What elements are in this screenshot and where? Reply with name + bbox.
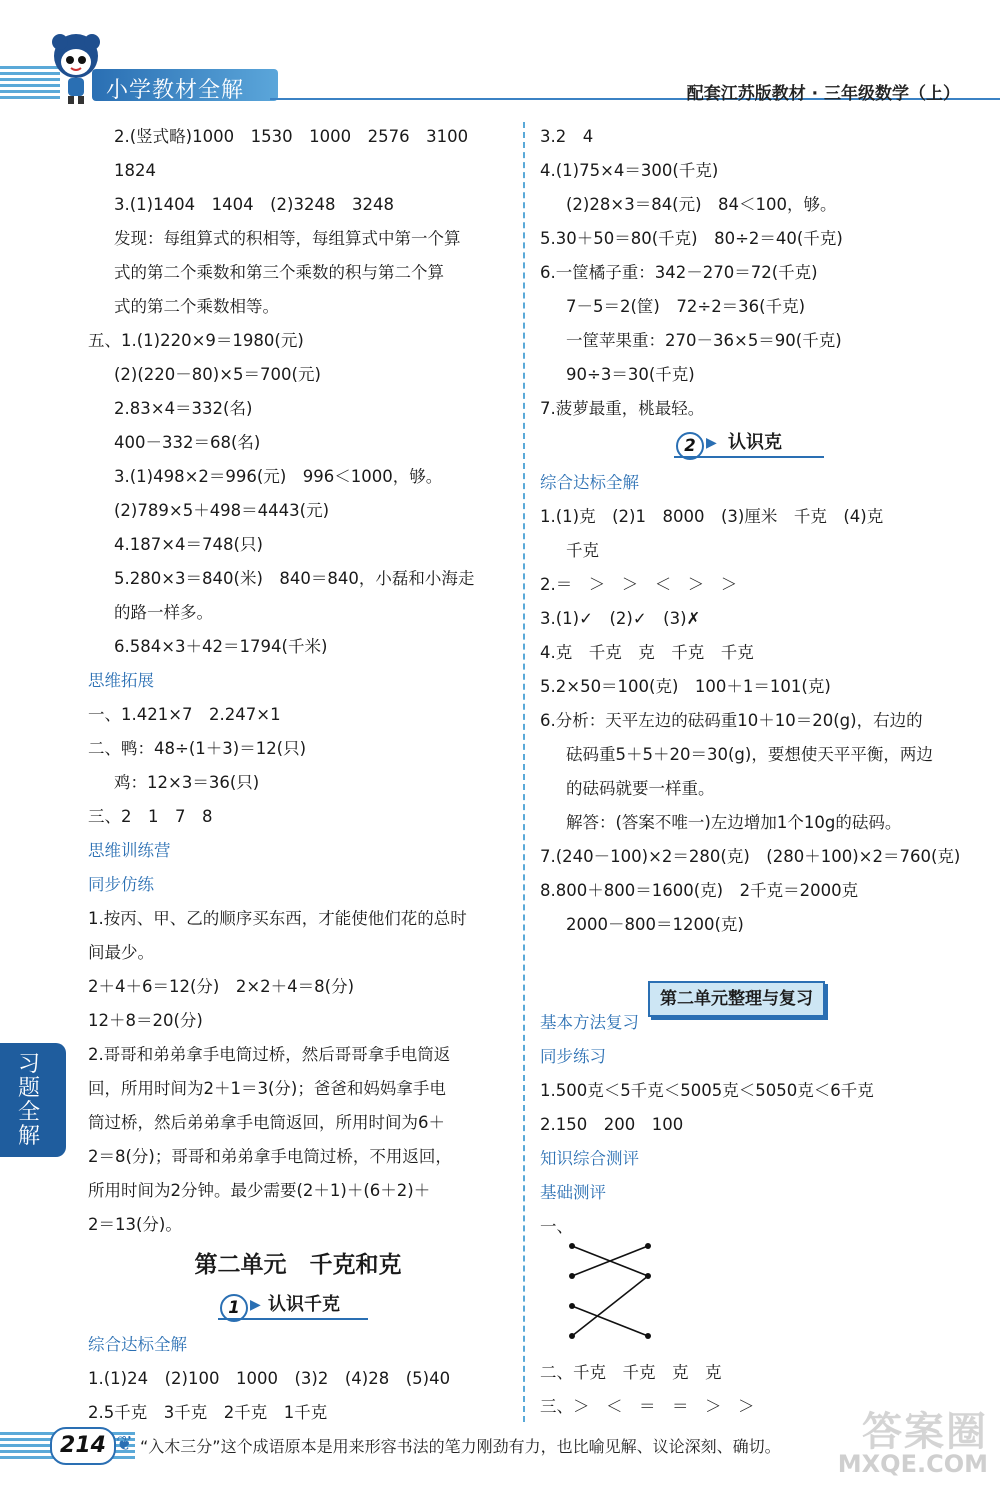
watermark-text: 答案圈 [862, 1409, 988, 1455]
answer-line: 2＝8(分)；哥哥和弟弟拿手电筒过桥，不用返回， [88, 1147, 452, 1166]
answer-line: 的路一样多。 [114, 603, 213, 622]
lesson-2-heading [540, 426, 970, 466]
answer-line: 二、千克 千克 克 克 [540, 1363, 722, 1382]
answer-line: 2.83×4＝332(名) [114, 399, 253, 418]
answer-line: 所用时间为2分钟。最少需要(2＋1)＋(6＋2)＋ [88, 1181, 431, 1200]
answer-line: 五、1.(1)220×9＝1980(元) [88, 331, 304, 350]
answer-line: 三、2 1 7 8 [88, 807, 213, 826]
lesson-number-badge: 1 [220, 1294, 248, 1322]
answer-line: 4.(1)75×4＝300(千克) [540, 161, 719, 180]
answer-line: 2.哥哥和弟弟拿手电筒过桥，然后哥哥拿手电筒返 [88, 1045, 451, 1064]
answer-line: 3.(1)✓ (2)✓ (3)✗ [540, 609, 701, 628]
answer-line: 7.(240－100)×2＝280(克) (280＋100)×2＝760(克) [540, 847, 961, 866]
textbook-info: 配套江苏版教材 · 三年级数学（上） [686, 84, 960, 104]
answer-line: (2)789×5＋498＝4443(元) [114, 501, 330, 520]
answer-line: 90÷3＝30(千克) [566, 365, 695, 384]
answer-line: 2＝13(分)。 [88, 1215, 182, 1234]
matching-label: 一、 [540, 1217, 573, 1236]
answer-line: 鸡：12×3＝36(只) [114, 773, 260, 792]
lesson-title: 认识克 [728, 432, 782, 453]
section-heading: 基本方法复习 [540, 1013, 639, 1032]
right-mid-answers [540, 466, 970, 942]
answer-line: 7.菠萝最重，桃最轻。 [540, 399, 705, 418]
answer-line: 5.2×50＝100(克) 100＋1＝101(克) [540, 677, 831, 696]
arrow-right-icon: ▶ [706, 435, 717, 451]
answer-line: 6.584×3＋42＝1794(千米) [114, 637, 328, 656]
answer-line: 2＋4＋6＝12(分) 2×2＋4＝8(分) [88, 977, 355, 996]
answer-line: 千克 [566, 541, 599, 560]
match-line [572, 1306, 648, 1336]
answer-line: 一筐苹果重：270－36×5＝90(千克) [566, 331, 842, 350]
footer-quote: “入木三分”这个成语原本是用来形容书法的笔力刚劲有力，也比喻见解、议论深刻、确切。 [140, 1437, 781, 1456]
arrow-right-icon: ▶ [250, 1297, 261, 1313]
answer-line: 式的第二个乘数和第三个乘数的积与第二个算 [114, 263, 444, 282]
mascot-icon [36, 30, 116, 110]
answer-line: 解答：(答案不唯一)左边增加1个10g的砝码。 [566, 813, 902, 832]
section-heading: 综合达标全解 [540, 473, 639, 492]
answer-line: 3.(1)498×2＝996(元) 996＜1000，够。 [114, 467, 443, 486]
answer-line: 2.5千克 3千克 2千克 1千克 [88, 1403, 328, 1422]
answer-line: 二、鸭：48÷(1＋3)＝12(只) [88, 739, 307, 758]
answer-line: 式的第二个乘数相等。 [114, 297, 279, 316]
answer-line: 5.280×3＝840(米) 840＝840，小磊和小海走 [114, 569, 475, 588]
answer-line: 3.2 4 [540, 127, 594, 146]
answer-line: 发现：每组算式的积相等，每组算式中第一个算 [114, 229, 461, 248]
section-heading: 综合达标全解 [88, 1335, 187, 1354]
answer-line: 12＋8＝20(分) [88, 1011, 203, 1030]
review-section-title: 第二单元整理与复习 [648, 981, 825, 1017]
section-heading: 基础测评 [540, 1183, 606, 1202]
answer-line: 1.按丙、甲、乙的顺序买东西，才能使他们花的总时 [88, 909, 467, 928]
answer-line: 5.30＋50＝80(千克) 80÷2＝40(千克) [540, 229, 843, 248]
answer-line: 1.(1)24 (2)100 1000 (3)2 (4)28 (5)40 [88, 1369, 451, 1388]
answer-line: 8.800＋800＝1600(克) 2千克＝2000克 [540, 881, 859, 900]
answer-line: 一、1.421×7 2.247×1 [88, 705, 281, 724]
side-tab-label: 习题全解 [18, 1052, 41, 1149]
answer-line: 6.分析：天平左边的砝码重10＋10＝20(g)，右边的 [540, 711, 923, 730]
answer-line: 1.500克＜5千克＜5005克＜5050克＜6千克 [540, 1081, 874, 1100]
section-heading: 知识综合测评 [540, 1149, 639, 1168]
left-answers [88, 120, 508, 1242]
column-divider [523, 122, 525, 1422]
answer-line: 2.(竖式略)1000 1530 1000 2576 3100 [114, 127, 469, 146]
answer-line: 400－332＝68(名) [114, 433, 261, 452]
answer-line: 1.(1)克 (2)1 8000 (3)厘米 千克 (4)克 [540, 507, 884, 526]
section-heading: 同步练习 [540, 1047, 606, 1066]
right-column [540, 120, 970, 1424]
section-heading: 思维训练营 [88, 841, 171, 860]
answer-line: 1824 [114, 161, 156, 180]
brand-title: 小学教材全解 [106, 78, 245, 103]
left-column [88, 120, 508, 1430]
section-heading: 同步仿练 [88, 875, 154, 894]
right-tail-answers [540, 1006, 970, 1210]
match-line [572, 1276, 648, 1336]
answer-line: 的砝码就要一样重。 [566, 779, 715, 798]
lesson-underline [218, 1318, 368, 1320]
page-number: 214 [50, 1427, 116, 1465]
answer-line: 2.150 200 100 [540, 1115, 684, 1134]
page-header [0, 60, 1000, 110]
answer-line: 6.一筐橘子重：342－270＝72(千克) [540, 263, 818, 282]
answer-line: 回，所用时间为2＋1＝3(分)；爸爸和妈妈拿手电 [88, 1079, 446, 1098]
right-answers [540, 120, 970, 426]
lesson-title: 认识千克 [268, 1294, 340, 1315]
answer-line: 7－5＝2(筐) 72÷2＝36(千克) [566, 297, 806, 316]
lesson-number-badge: 2 [676, 432, 704, 460]
answer-line: (2)28×3＝84(元) 84＜100，够。 [566, 195, 837, 214]
answer-line: 4.187×4＝748(只) [114, 535, 263, 554]
matching-diagram [560, 1238, 660, 1348]
leaf-icon: ❦ [116, 1431, 133, 1455]
answer-line: 2000－800＝1200(克) [566, 915, 744, 934]
left-tail-answers [88, 1328, 508, 1430]
answer-line: 三、＞ ＜ ＝ ＝ ＞ ＞ [540, 1397, 755, 1416]
answer-line: 3.(1)1404 1404 (2)3248 3248 [114, 195, 394, 214]
answer-line: 间最少。 [88, 943, 154, 962]
lesson-1-heading [88, 1288, 508, 1328]
side-tab [0, 1043, 66, 1157]
answer-line: 2.＝ ＞ ＞ ＜ ＞ ＞ [540, 575, 738, 594]
answer-line: 4.克 千克 克 千克 千克 [540, 643, 754, 662]
lesson-underline [674, 456, 824, 458]
section-heading: 思维拓展 [88, 671, 154, 690]
answer-line: 砝码重5＋5＋20＝30(g)，要想使天平平衡，两边 [566, 745, 933, 764]
watermark-url: MXQE.COM [837, 1450, 988, 1478]
answer-line: (2)(220－80)×5＝700(元) [114, 365, 321, 384]
unit-title: 第二单元 千克和克 [194, 1252, 402, 1278]
answer-line: 筒过桥，然后弟弟拿手电筒返回，所用时间为6＋ [88, 1113, 445, 1132]
